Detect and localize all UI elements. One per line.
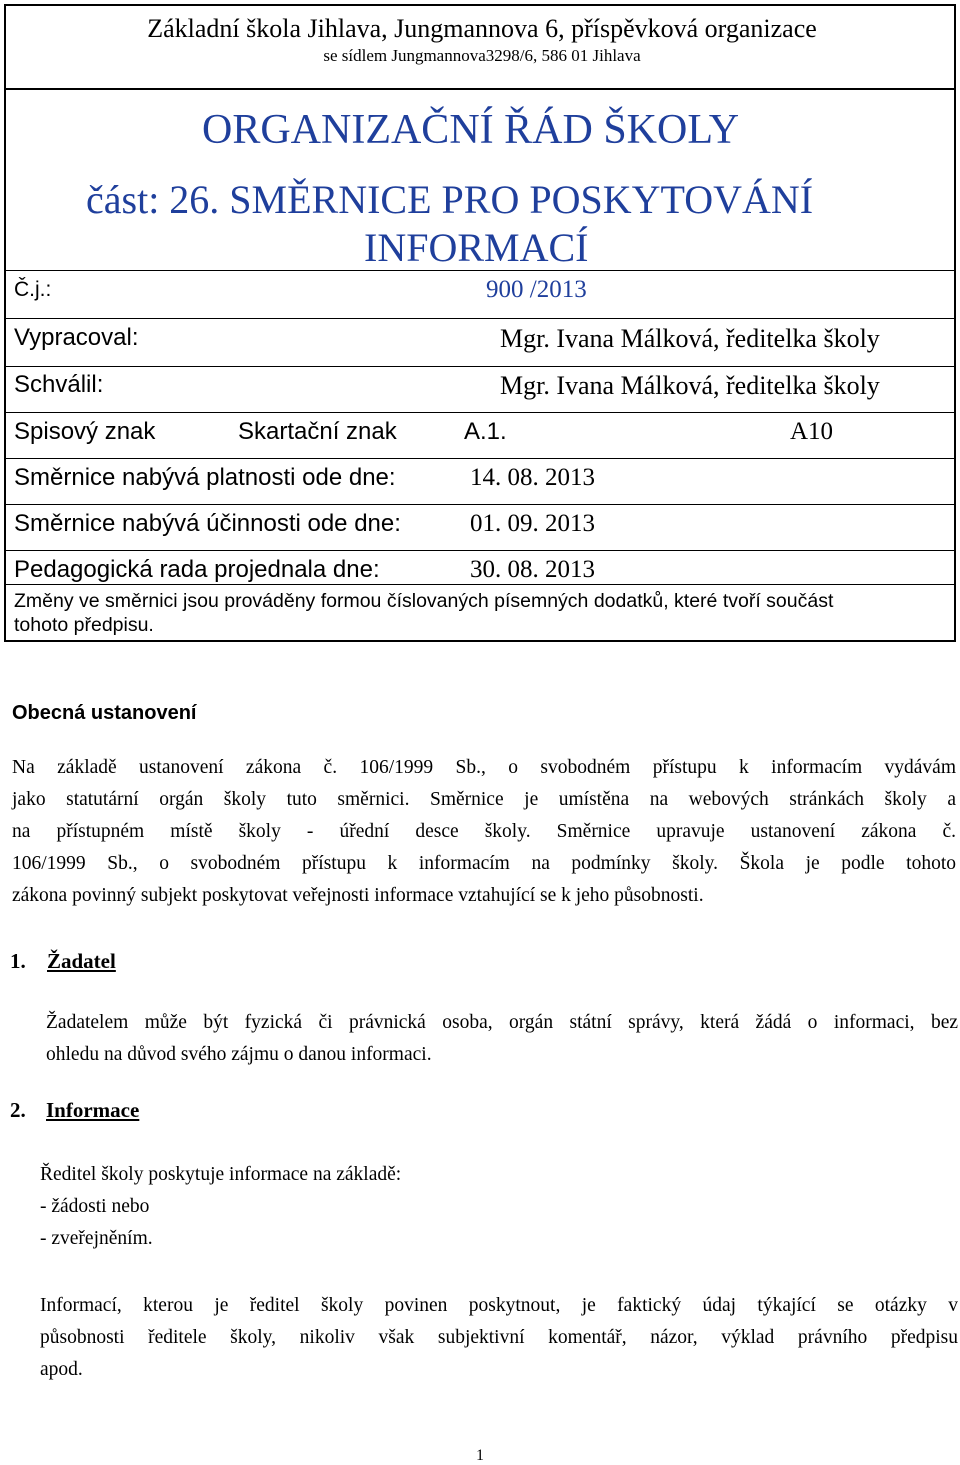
section-2-paragraph	[40, 1290, 958, 1386]
list-item: - žádosti nebo	[40, 1196, 150, 1217]
paragraph-line: Informací, kterou je ředitel školy povinen poskytnout, je faktický údaj týkající se otázky v	[40, 1295, 958, 1316]
cj-value: 900 /2013	[486, 276, 587, 303]
school-name: Základní škola Jihlava, Jungmannova 6, příspěvková organizace	[147, 14, 817, 43]
school-seat: se sídlem Jungmannova3298/6, 586 01 Jihlava	[323, 46, 641, 65]
cj-label: Č.j.:	[14, 278, 52, 301]
shred-mark-value: A10	[790, 418, 834, 445]
changes-note-line2: tohoto předpisu.	[14, 614, 154, 636]
paragraph-line: Na základě ustanovení zákona č. 106/1999 Sb., o svobodném přístupu k informacím vydávám	[12, 757, 956, 778]
file-mark-label: Spisový znak	[14, 418, 156, 445]
valid-from-label: Směrnice nabývá platnosti ode dne:	[14, 464, 396, 491]
board-date-value: 30. 08. 2013	[470, 556, 595, 583]
prepared-value: Mgr. Ivana Málková, ředitelka školy	[500, 324, 880, 353]
divider	[6, 318, 954, 319]
file-mark-value: A.1.	[464, 418, 507, 445]
paragraph-line: apod.	[40, 1359, 83, 1380]
approved-label: Schválil:	[14, 371, 104, 398]
divider	[6, 270, 954, 271]
divider	[6, 550, 954, 551]
changes-note-line1: Změny ve směrnici jsou prováděny formou číslovaných písemných dodatků, které tvoří součást	[14, 590, 834, 612]
divider	[6, 584, 954, 585]
section-1-number: 1.	[10, 949, 26, 973]
section-1-title: Žadatel	[47, 949, 116, 973]
paragraph-line: zákona povinný subjekt poskytovat veřejnosti informace vztahující se k jeho působnosti.	[12, 885, 704, 906]
paragraph-line: 106/1999 Sb., o svobodném přístupu k informacím na podmínky školy. Škola je podle tohoto	[12, 853, 956, 874]
divider	[6, 366, 954, 367]
approved-value: Mgr. Ivana Málková, ředitelka školy	[500, 371, 880, 400]
shred-mark-label: Skartační znak	[238, 418, 397, 445]
prepared-label: Vypracoval:	[14, 324, 139, 351]
paragraph-line: působnosti ředitele školy, nikoliv však subjektivní komentář, názor, výklad právního předpisu	[40, 1327, 958, 1348]
paragraph-line: jako statutární orgán školy tuto směrnici. Směrnice je umístěna na webových stránkách školy a	[12, 789, 956, 810]
divider	[6, 504, 954, 505]
document-part-title-cont: INFORMACÍ	[364, 225, 589, 270]
list-item: - zveřejněním.	[40, 1228, 153, 1249]
general-provisions-heading: Obecná ustanovení	[12, 702, 197, 724]
divider	[6, 458, 954, 459]
document-part-title: část: 26. SMĚRNICE PRO POSKYTOVÁNÍ	[86, 177, 814, 222]
effective-from-value: 01. 09. 2013	[470, 510, 595, 537]
document-metadata-box	[4, 88, 956, 642]
section-2-intro: Ředitel školy poskytuje informace na základě:	[40, 1164, 402, 1185]
valid-from-value: 14. 08. 2013	[470, 464, 595, 491]
section-1-paragraph	[46, 1007, 958, 1071]
document-title: ORGANIZAČNÍ ŘÁD ŠKOLY	[202, 107, 740, 153]
divider	[6, 412, 954, 413]
section-2-title: Informace	[46, 1098, 140, 1122]
paragraph-line: Žadatelem může být fyzická či právnická osoba, orgán státní správy, která žádá o informaci, bez	[46, 1012, 958, 1033]
paragraph-line: ohledu na důvod svého zájmu o danou informaci.	[46, 1044, 432, 1065]
board-date-label: Pedagogická rada projednala dne:	[14, 556, 380, 583]
page-number: 1	[476, 1447, 484, 1464]
school-header-box	[4, 4, 956, 90]
paragraph-line: na přístupném místě školy - úřední desce školy. Směrnice upravuje ustanovení zákona č.	[12, 821, 956, 842]
section-2-number: 2.	[10, 1098, 26, 1122]
general-provisions-paragraph	[12, 752, 956, 912]
effective-from-label: Směrnice nabývá účinnosti ode dne:	[14, 510, 401, 537]
